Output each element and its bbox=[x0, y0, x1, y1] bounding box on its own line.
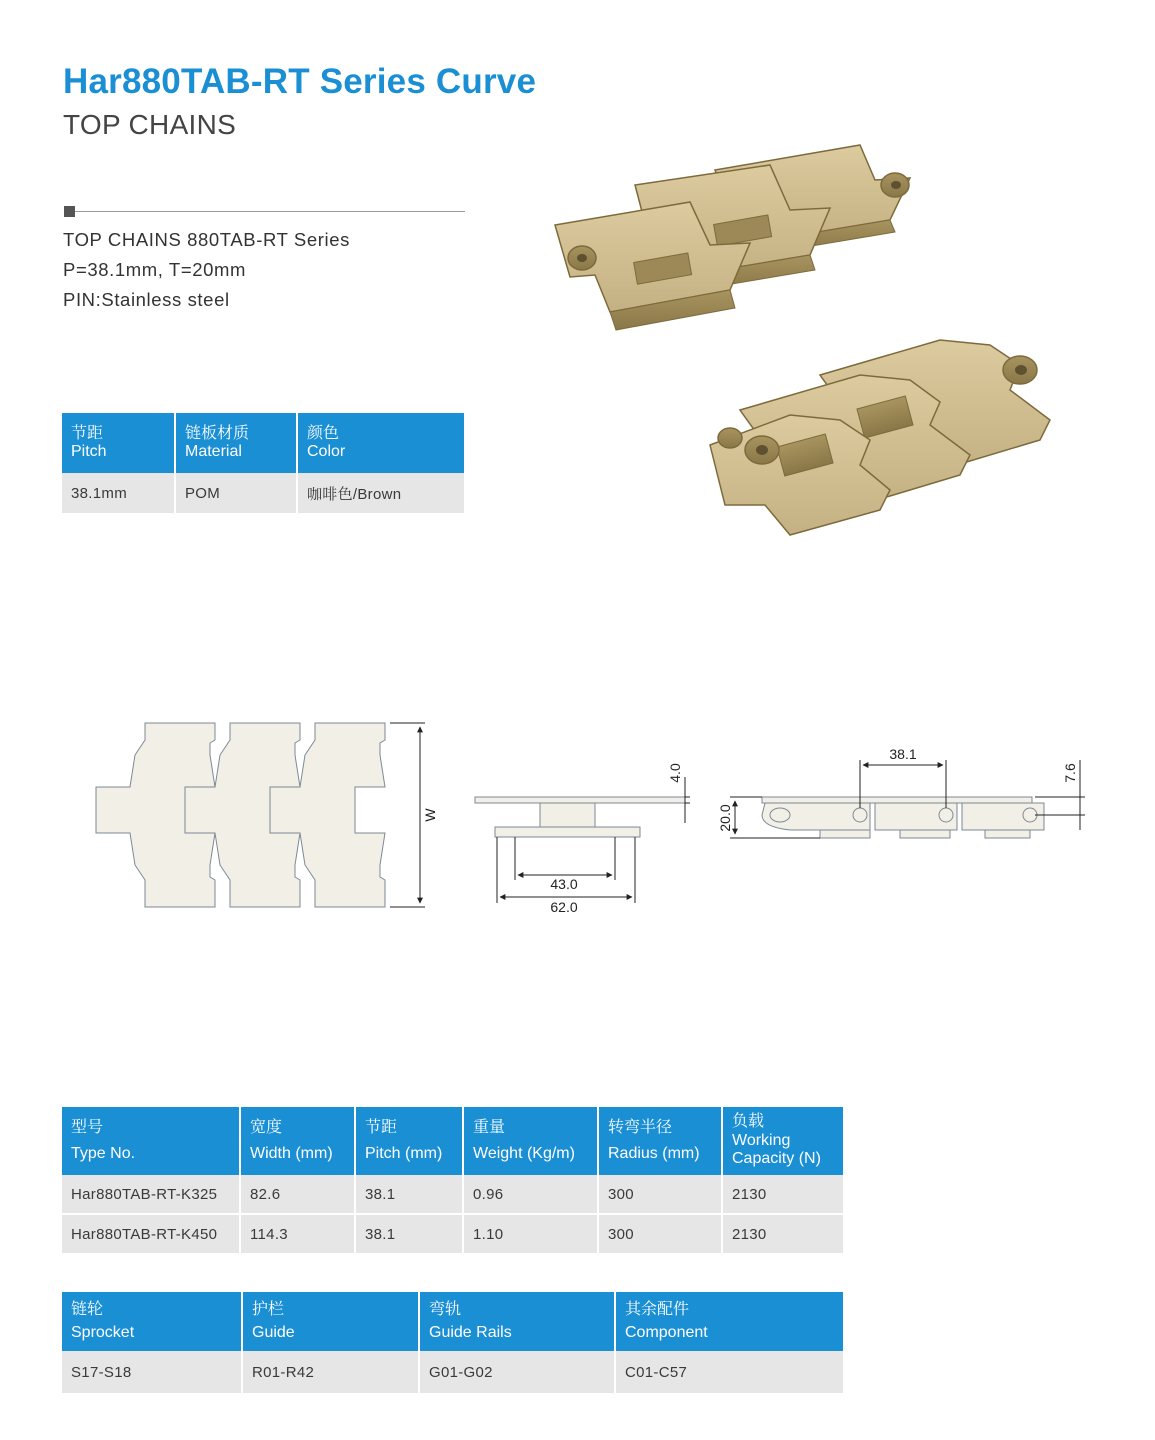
dim-width-label: W bbox=[422, 808, 438, 822]
header-material: 链板材质 Material bbox=[175, 413, 297, 473]
chain-bottom-view bbox=[710, 340, 1050, 535]
cell-guide-rails: G01-G02 bbox=[419, 1351, 615, 1393]
header-weight: 重量 Weight (Kg/m) bbox=[463, 1107, 598, 1175]
table-row bbox=[62, 1214, 843, 1253]
drawing-top-view bbox=[96, 723, 385, 907]
header-sprocket: 链轮 Sprocket bbox=[62, 1292, 242, 1351]
header-width: 宽度 Width (mm) bbox=[240, 1107, 355, 1175]
page-subtitle: TOP CHAINS bbox=[63, 109, 237, 140]
dim-outer-label: 62.0 bbox=[550, 899, 578, 915]
drawing-front-view bbox=[475, 797, 685, 837]
chain-product-photo bbox=[540, 140, 1080, 540]
divider-line bbox=[75, 211, 465, 212]
dim-offset-label: 7.6 bbox=[1062, 763, 1078, 783]
dim-height-label: 20.0 bbox=[717, 804, 733, 832]
header-pitch: 节距 Pitch (mm) bbox=[355, 1107, 463, 1175]
cell-radius: 300 bbox=[598, 1175, 722, 1214]
pitch-thickness-spec: P=38.1mm, T=20mm bbox=[63, 259, 247, 280]
header-working-capacity: 负载 Working Capacity (N) bbox=[722, 1107, 843, 1175]
cell-weight: 1.10 bbox=[463, 1214, 598, 1253]
cell-weight: 0.96 bbox=[463, 1175, 598, 1214]
cell-radius: 300 bbox=[598, 1214, 722, 1253]
cell-color: 咖啡色/Brown bbox=[297, 473, 464, 513]
header-component: 其余配件 Component bbox=[615, 1292, 843, 1351]
table-row bbox=[62, 473, 464, 513]
cell-pitch: 38.1 bbox=[355, 1214, 463, 1253]
divider-square bbox=[64, 206, 75, 217]
dim-pitch-label: 38.1 bbox=[889, 746, 917, 762]
cell-material: POM bbox=[175, 473, 297, 513]
cell-capacity: 2130 bbox=[722, 1175, 843, 1214]
header-guide: 护栏 Guide bbox=[242, 1292, 419, 1351]
cell-sprocket: S17-S18 bbox=[62, 1351, 242, 1393]
pin-material-spec: PIN:Stainless steel bbox=[63, 289, 230, 310]
material-table bbox=[62, 413, 464, 513]
header-color: 颜色 Color bbox=[297, 413, 464, 473]
table-row bbox=[62, 1175, 843, 1214]
cell-capacity: 2130 bbox=[722, 1214, 843, 1253]
header-guide-rails: 弯轨 Guide Rails bbox=[419, 1292, 615, 1351]
series-description: TOP CHAINS 880TAB-RT Series bbox=[63, 229, 350, 250]
dim-inner-label: 43.0 bbox=[550, 876, 578, 892]
drawing-side-view bbox=[762, 797, 1044, 838]
header-pitch: 节距 Pitch bbox=[62, 413, 175, 473]
cell-pitch: 38.1mm bbox=[62, 473, 175, 513]
cell-width: 82.6 bbox=[240, 1175, 355, 1214]
cell-pitch: 38.1 bbox=[355, 1175, 463, 1214]
cell-guide: R01-R42 bbox=[242, 1351, 419, 1393]
page-title: Har880TAB-RT Series Curve bbox=[63, 62, 537, 101]
accessory-table bbox=[62, 1292, 843, 1393]
cell-type-no: Har880TAB-RT-K450 bbox=[62, 1214, 240, 1253]
cell-type-no: Har880TAB-RT-K325 bbox=[62, 1175, 240, 1214]
cell-width: 114.3 bbox=[240, 1214, 355, 1253]
dim-thickness-label: 4.0 bbox=[667, 763, 683, 783]
type-table bbox=[62, 1107, 843, 1253]
cell-component: C01-C57 bbox=[615, 1351, 843, 1393]
chain-top-view bbox=[555, 145, 910, 330]
header-radius: 转弯半径 Radius (mm) bbox=[598, 1107, 722, 1175]
header-type-no: 型号 Type No. bbox=[62, 1107, 240, 1175]
table-row bbox=[62, 1351, 843, 1393]
technical-drawing bbox=[90, 715, 1090, 920]
